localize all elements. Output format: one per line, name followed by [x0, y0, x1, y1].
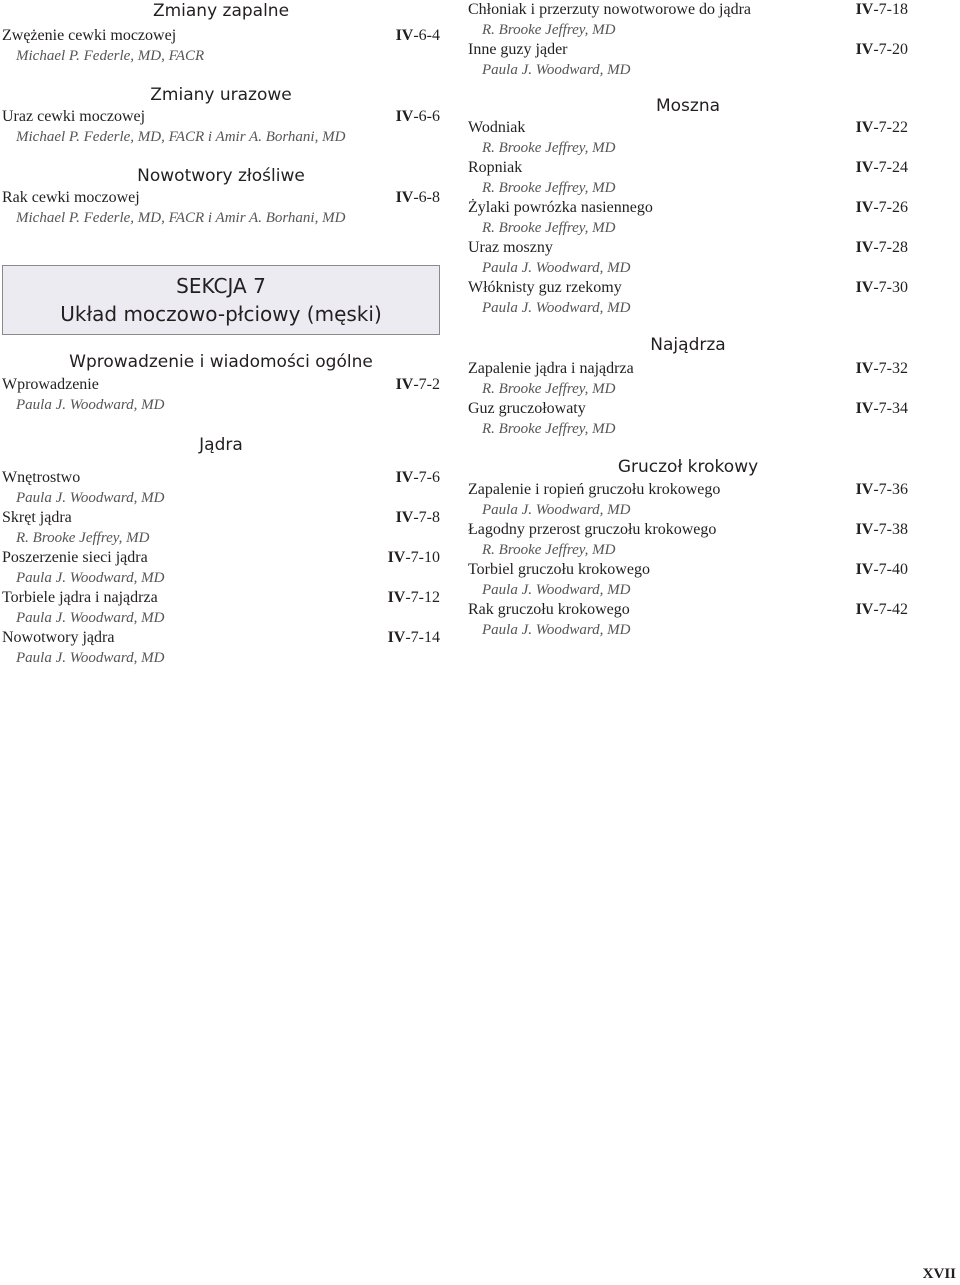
entry-author: Paula J. Woodward, MD: [16, 610, 165, 626]
entry-author: R. Brooke Jeffrey, MD: [482, 140, 616, 156]
entry-page: IV-7-2: [395, 376, 440, 393]
toc-entry[interactable]: [2, 468, 440, 508]
group-heading: Najądrza: [650, 335, 726, 355]
entry-title: Zapalenie i ropień gruczołu krokowego: [468, 481, 721, 498]
group-moszna: [468, 95, 908, 318]
entry-page: IV-7-14: [387, 629, 440, 646]
entry-title: Nowotwory jądra: [2, 629, 115, 646]
entry-author: R. Brooke Jeffrey, MD: [482, 22, 616, 38]
entry-author: R. Brooke Jeffrey, MD: [482, 180, 616, 196]
toc-entry[interactable]: [468, 278, 908, 318]
entry-title: Torbiel gruczołu krokowego: [468, 561, 650, 578]
entry-author: Paula J. Woodward, MD: [482, 260, 631, 276]
entry-title: Torbiele jądra i najądrza: [2, 589, 158, 606]
entry-author: R. Brooke Jeffrey, MD: [482, 220, 616, 236]
entry-author: R. Brooke Jeffrey, MD: [482, 542, 616, 558]
entry-author: R. Brooke Jeffrey, MD: [16, 530, 150, 546]
entry-page: IV-7-22: [855, 119, 908, 136]
entry-author: Paula J. Woodward, MD: [16, 570, 165, 586]
entry-title: Wnętrostwo: [2, 469, 81, 486]
entry-page: IV-7-20: [855, 41, 908, 58]
toc-entry[interactable]: [468, 40, 908, 80]
entry-page: IV-6-4: [395, 27, 440, 44]
entry-page: IV-7-6: [395, 469, 440, 486]
entry-page: IV-7-28: [855, 239, 908, 256]
group-najadrza: [468, 334, 908, 439]
entry-title: Poszerzenie sieci jądra: [2, 549, 148, 566]
entry-title: Ropniak: [468, 159, 523, 176]
group-heading: Zmiany zapalne: [152, 1, 290, 21]
toc-entry[interactable]: [2, 375, 440, 415]
toc-entry[interactable]: [2, 508, 440, 548]
entry-author: Paula J. Woodward, MD: [16, 397, 165, 413]
toc-entry[interactable]: [468, 399, 908, 439]
entry-title: Chłoniak i przerzuty nowotworowe do jądra: [468, 1, 752, 18]
entry-author: Paula J. Woodward, MD: [482, 300, 631, 316]
entry-author: Michael P. Federle, MD, FACR: [16, 48, 205, 64]
entry-author: Paula J. Woodward, MD: [482, 622, 631, 638]
entry-page: IV-7-34: [855, 400, 908, 417]
group-heading: Jądra: [199, 435, 243, 455]
toc-entry[interactable]: [2, 628, 440, 668]
group-heading: Wprowadzenie i wiadomości ogólne: [69, 352, 373, 372]
toc-entry[interactable]: [2, 188, 440, 228]
toc-entry[interactable]: [2, 107, 440, 147]
toc-entry[interactable]: [468, 480, 908, 520]
group-heading: Nowotwory złośliwe: [137, 166, 305, 186]
entry-author: R. Brooke Jeffrey, MD: [482, 421, 616, 437]
entry-title: Guz gruczołowaty: [468, 400, 586, 417]
entry-page: IV-7-42: [855, 601, 908, 618]
entry-author: Paula J. Woodward, MD: [482, 502, 631, 518]
section-banner: [2, 265, 440, 335]
group-gruczol-krokowy: [468, 456, 908, 640]
toc-entry[interactable]: [468, 118, 908, 158]
entry-title: Uraz moszny: [468, 239, 553, 256]
entry-title: Wprowadzenie: [2, 376, 99, 393]
group-heading: Moszna: [655, 96, 721, 116]
entry-title: Wodniak: [468, 119, 526, 136]
toc-entry[interactable]: [468, 600, 908, 640]
toc-entry[interactable]: [2, 26, 440, 66]
entry-author: Paula J. Woodward, MD: [16, 490, 165, 506]
entry-author: Michael P. Federle, MD, FACR i Amir A. Borhani, MD: [16, 210, 346, 226]
toc-entry[interactable]: [468, 0, 908, 40]
entry-title: Skręt jądra: [2, 509, 72, 526]
group-jadra: [2, 434, 440, 668]
entry-title: Zwężenie cewki moczowej: [2, 27, 177, 44]
group-zmiany-urazowe: [2, 84, 440, 147]
entry-page: IV-7-18: [855, 1, 908, 18]
toc-entry[interactable]: [2, 588, 440, 628]
toc-entry[interactable]: [468, 359, 908, 399]
entry-page: IV-7-32: [855, 360, 908, 377]
entry-page: IV-7-30: [855, 279, 908, 296]
toc-entry[interactable]: [468, 520, 908, 560]
entry-page: IV-7-8: [395, 509, 440, 526]
entry-title: Żylaki powrózka nasiennego: [468, 199, 653, 216]
entry-page: IV-7-24: [855, 159, 908, 176]
entry-author: R. Brooke Jeffrey, MD: [482, 381, 616, 397]
group-nowotwory-zlosliwe: [2, 165, 440, 228]
section-title: Układ moczowo-płciowy (męski): [60, 302, 382, 326]
entry-title: Uraz cewki moczowej: [2, 108, 146, 125]
group-heading: Zmiany urazowe: [150, 85, 292, 105]
entry-title: Inne guzy jąder: [468, 41, 568, 58]
group-heading: Gruczoł krokowy: [617, 457, 759, 477]
entry-author: Paula J. Woodward, MD: [482, 62, 631, 78]
toc-entry[interactable]: [468, 198, 908, 238]
left-column: [2, 0, 440, 668]
entry-author: Paula J. Woodward, MD: [16, 650, 165, 666]
entry-title: Rak cewki moczowej: [2, 189, 140, 206]
right-column: [468, 0, 908, 640]
page-number: XVII: [922, 1266, 956, 1282]
entry-page: IV-7-12: [387, 589, 440, 606]
entry-page: IV-6-8: [395, 189, 440, 206]
entry-page: IV-7-38: [855, 521, 908, 538]
entry-author: Michael P. Federle, MD, FACR i Amir A. Borhani, MD: [16, 129, 346, 145]
toc-entry[interactable]: [468, 238, 908, 278]
group-continued: [468, 0, 908, 80]
toc-entry[interactable]: [468, 560, 908, 600]
entry-title: Rak gruczołu krokowego: [468, 601, 630, 618]
entry-title: Łagodny przerost gruczołu krokowego: [468, 521, 717, 538]
entry-author: Paula J. Woodward, MD: [482, 582, 631, 598]
entry-page: IV-7-40: [855, 561, 908, 578]
entry-page: IV-7-36: [855, 481, 908, 498]
entry-page: IV-7-10: [387, 549, 440, 566]
toc-entry[interactable]: [2, 548, 440, 588]
toc-entry[interactable]: [468, 158, 908, 198]
group-wprowadzenie: [2, 351, 440, 415]
entry-page: IV-7-26: [855, 199, 908, 216]
entry-page: IV-6-6: [395, 108, 440, 125]
entry-title: Zapalenie jądra i najądrza: [468, 360, 634, 377]
section-label: SEKCJA 7: [176, 274, 266, 298]
group-zmiany-zapalne: [2, 0, 440, 66]
entry-title: Włóknisty guz rzekomy: [468, 279, 622, 296]
